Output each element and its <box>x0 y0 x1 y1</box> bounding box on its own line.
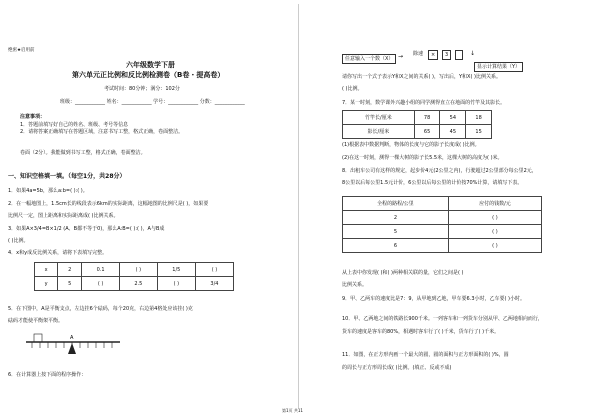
pivot-label: A <box>70 335 74 341</box>
question: 10．甲、乙两地之间的铁路长900千米。一列客车和一列货车分别从甲、乙两地相向而行， <box>342 316 543 322</box>
table-header: 全程的路程/公里 <box>343 197 449 211</box>
table-cell: 45 <box>440 125 466 139</box>
section-heading: 一、知识空格填一填。（每空1分，共28分） <box>8 173 126 180</box>
question: 7．某一时刻，数学课外兴趣小组的同学测得直立在地面的竹竿及其影长。 <box>342 100 506 106</box>
note-item: 1．答题前填写好自己的姓名、班级、考号等信息 <box>20 122 129 128</box>
question: 砝码才能使平衡架平衡。 <box>8 318 64 324</box>
notes-heading: 注意事项： <box>20 114 46 120</box>
table-header: 应付的钱数/元 <box>448 197 541 211</box>
page-subtitle: 第六单元正比例和反比例检测卷（B卷・提高卷） <box>72 71 225 79</box>
question: (2)在这一时刻，测得一棵大树的影子长5.5米，这棵大树的高度为( )米。 <box>342 155 503 161</box>
table-cell: 65 <box>414 125 440 139</box>
question: 9．甲、乙两车的速度比是7：9，从甲地到乙地，甲车要6.3小时，乙车要( )小时。 <box>342 296 525 302</box>
table-cell: 2 <box>58 263 82 277</box>
table-cell: x <box>35 263 58 277</box>
table-q8 <box>342 196 542 253</box>
table-cell: 竹竿长/厘米 <box>343 111 415 125</box>
question: 1．如果4a=5b，那么a:b=( ):( )。 <box>8 188 88 194</box>
table-cell: 6 <box>343 239 449 253</box>
flow-result-box: 显示计算结果（Y） <box>474 62 523 72</box>
question: 货车的速度是客车的80%，相遇时客车行了( )千米，货车行了( )千米。 <box>342 329 500 335</box>
question: 4．x和y成反比例关系，请将下表填写完整。 <box>8 250 108 256</box>
question: 6．在计算器上按下面的程序操作： <box>8 372 87 378</box>
table-row <box>35 263 234 277</box>
question: ( )比例。 <box>8 238 29 244</box>
flow-step-label: 除速 <box>413 51 424 57</box>
table-cell: ( ) <box>195 263 233 277</box>
table-row <box>343 211 542 225</box>
confidential-label: 绝密★启用前 <box>8 48 35 53</box>
table-cell: 78 <box>414 111 440 125</box>
question: 11．如图，在正方形内画一个最大的圆，圆的面积与正方形面积的( )%，圆 <box>342 352 509 358</box>
arrow-icon: → <box>398 53 404 60</box>
table-cell: ( ) <box>448 211 541 225</box>
question: 的周长与正方形周长成( )比例。(填正、反或不成) <box>342 365 452 371</box>
table-row <box>343 239 542 253</box>
table-cell: ( ) <box>82 277 120 291</box>
sheet-statement: 卷面（2分）。我能做到书写工整，格式正确，卷面整洁。 <box>20 150 146 156</box>
question: 请你写出一个式子表示Y和X之间的关系( )，写出后，Y和X( )比例关系。 <box>342 74 501 80</box>
table-row <box>343 197 542 211</box>
table-row <box>343 111 492 125</box>
table-cell: 3/4 <box>195 277 233 291</box>
table-q7 <box>342 110 492 139</box>
flow-input-box: 任意输入一个数（X） <box>342 54 396 64</box>
table-cell: y <box>35 277 58 291</box>
page-title: 六年级数学下册 <box>126 61 175 69</box>
question: (1)根据表中数据判断，物体的长度与它的影子长度成( )比例。 <box>342 142 480 148</box>
table-cell: 影长/厘米 <box>343 125 415 139</box>
student-fields: 班级：____________ 姓名：____________ 学号：____________ 分数：____________ <box>60 99 245 105</box>
exam-meta: 考试时间：80分钟；满分：102分 <box>104 86 180 92</box>
table-cell: ( ) <box>448 239 541 253</box>
arrow-icon: ↓ <box>470 50 476 57</box>
question: 从上表中你发现( )和( )两种相关联的量，它们之间是( ) <box>342 270 464 276</box>
table-cell: 2 <box>343 211 449 225</box>
flow-op-box: × <box>428 50 438 60</box>
table-cell: 5 <box>343 225 449 239</box>
table-cell: 1/5 <box>157 263 195 277</box>
question: 3．如果A×3/4=B×1/2 (A、B都不等于0)，那么A:B=( ):( )，A与B成 <box>8 226 165 232</box>
table-cell: ( ) <box>119 263 157 277</box>
page-footer: 第1页 共11 <box>282 408 303 413</box>
flow-op-box: 3 <box>442 50 451 60</box>
table-cell: 0.1 <box>82 263 120 277</box>
table-cell: ( ) <box>448 225 541 239</box>
table-cell: 2.5 <box>119 277 157 291</box>
note-item: 2．请将答案正确填写在答题区域，注意书写工整，格式正确，卷面整洁。 <box>20 129 184 135</box>
table-cell: 5 <box>58 277 82 291</box>
question: ( )比例。 <box>342 86 363 92</box>
table-q4 <box>34 262 234 291</box>
balance-figure <box>24 330 124 358</box>
table-row <box>343 125 492 139</box>
question: 8公里以后每公里1.5元计价，6公里以后每公里的计价按70%计算，请填写下表。 <box>342 180 523 186</box>
table-row <box>343 225 542 239</box>
question: 比例尺一定，图上距离和实际距离成( )比例关系。 <box>8 213 119 219</box>
question: 8．出租车公司有这样的规定，起步价4元(2公里之内)，行驶超过2公里部分每公里2元， <box>342 168 537 174</box>
table-cell: 54 <box>440 111 466 125</box>
flow-op-box <box>455 50 463 60</box>
question: 5．在下图中，A是平衡支点，左边挂6个砝码，每个20克，右边第4格处应该挂( )克 <box>8 306 193 312</box>
table-cell: 18 <box>466 111 492 125</box>
question: 比例关系。 <box>342 282 368 288</box>
question: 2．在一幅地图上，1.5cm长的线段表示6km的实际距离，这幅地图的比例尺是( )，如果要 <box>8 201 209 207</box>
table-row <box>35 277 234 291</box>
table-cell: ( ) <box>157 277 195 291</box>
column-divider <box>298 4 299 408</box>
table-cell: 15 <box>466 125 492 139</box>
